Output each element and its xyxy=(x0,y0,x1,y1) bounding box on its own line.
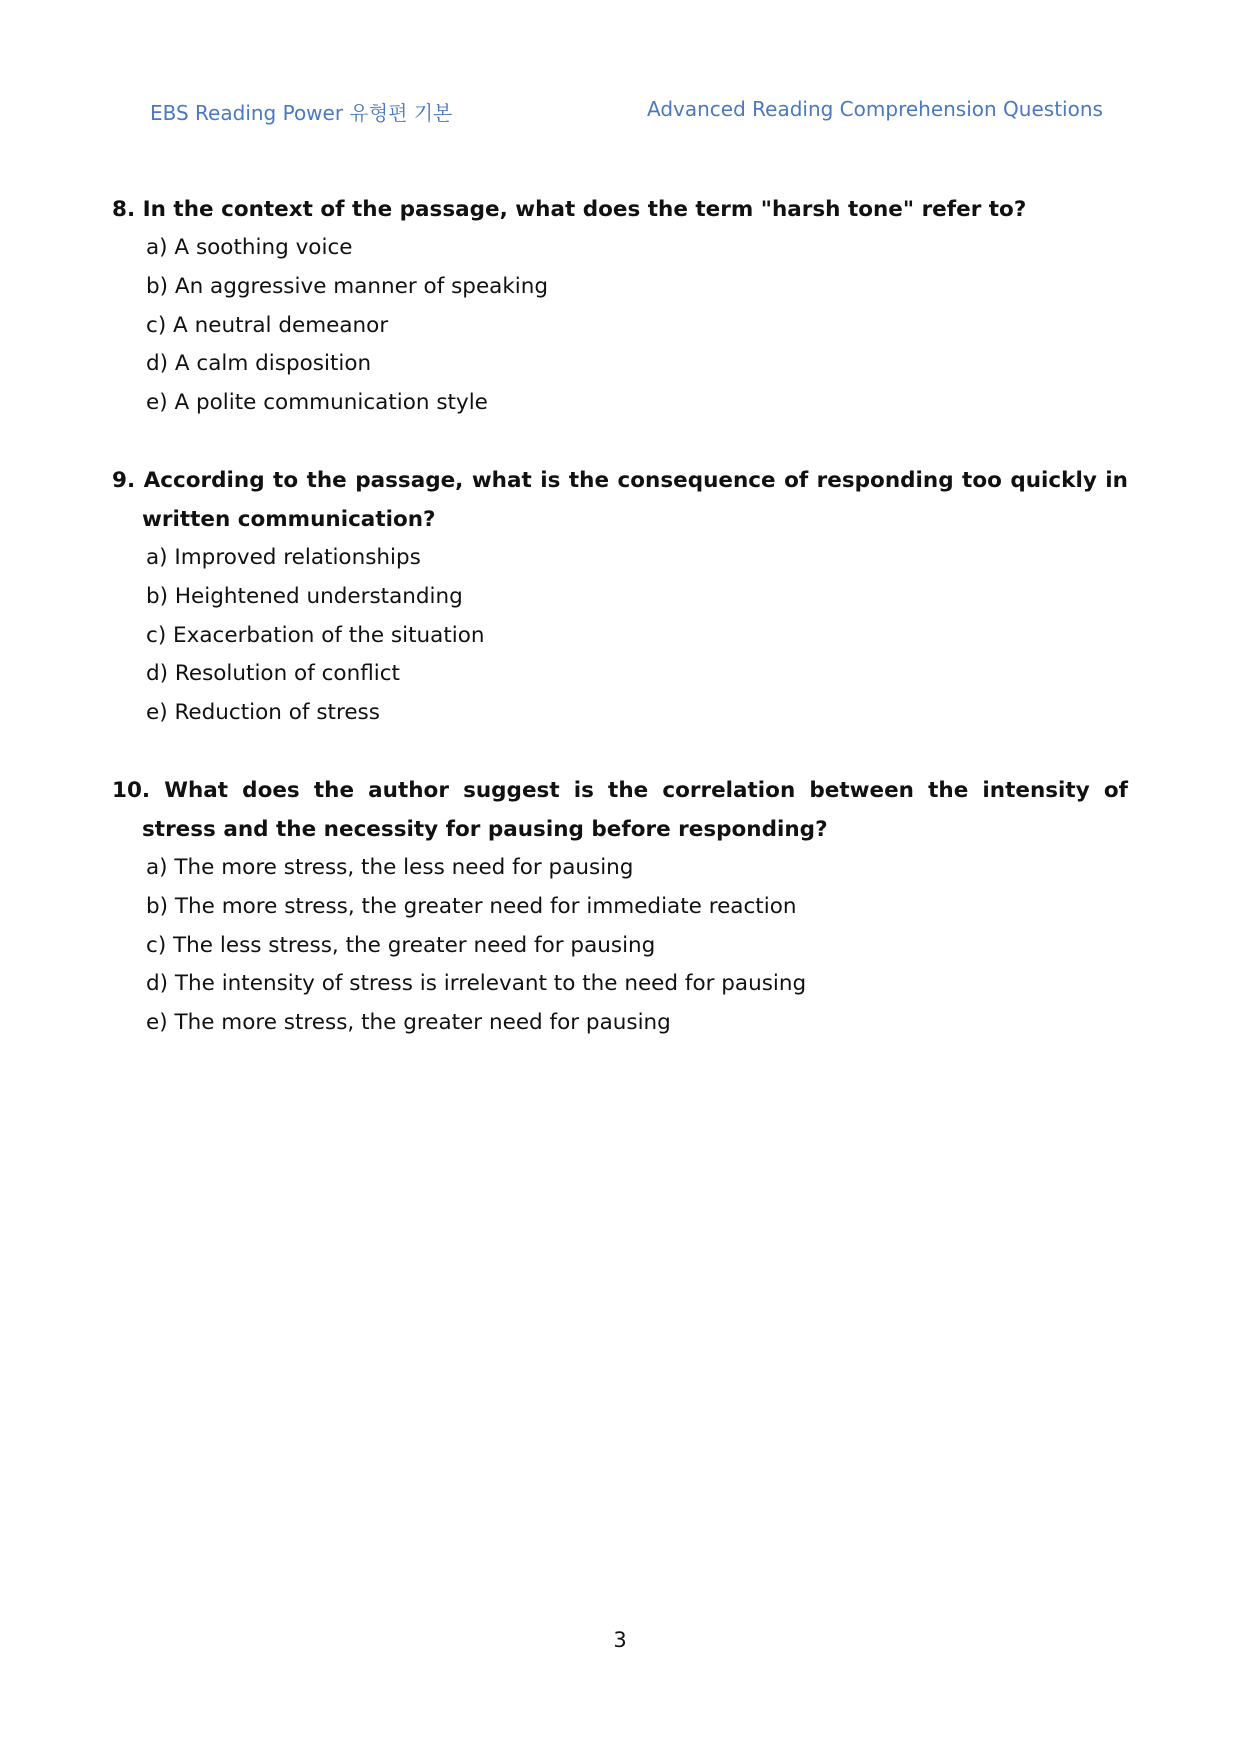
option-list xyxy=(112,849,1128,1043)
question-stem xyxy=(112,771,1128,849)
question-number: 9. xyxy=(112,467,136,493)
header-title-left: EBS Reading Power 유형편 기본 xyxy=(150,101,453,125)
option-d: d) A calm disposition xyxy=(146,351,372,377)
page-header xyxy=(0,97,1240,127)
option-c: c) The less stress, the greater need for pausing xyxy=(146,932,656,958)
question-text: In the context of the passage, what does the term "harsh tone" refer to? xyxy=(142,197,1027,222)
question-text: What does the author suggest is the correlation between the intensity of stress and the necessity for pausing before responding? xyxy=(142,777,1128,842)
page-number: 3 xyxy=(613,1628,627,1652)
option-b: b) An aggressive manner of speaking xyxy=(146,273,549,299)
option-a: a) A soothing voice xyxy=(146,235,353,260)
option-list xyxy=(112,539,1128,733)
option-e: e) Reduction of stress xyxy=(146,700,380,726)
header-title-right: Advanced Reading Comprehension Questions xyxy=(647,97,1103,121)
question-text: According to the passage, what is the consequence of responding too quickly in written communication? xyxy=(142,467,1128,532)
option-c: c) Exacerbation of the situation xyxy=(146,622,485,648)
option-d: d) Resolution of conflict xyxy=(146,661,400,687)
question-number: 8. xyxy=(112,197,136,222)
option-d: d) The intensity of stress is irrelevant to the need for pausing xyxy=(146,971,807,997)
option-a: a) The more stress, the less need for pausing xyxy=(146,854,634,880)
option-a: a) Improved relationships xyxy=(146,544,421,570)
question-stem xyxy=(112,461,1128,539)
question-number: 10. xyxy=(112,777,151,803)
question-list xyxy=(112,190,1128,1081)
question-stem xyxy=(112,190,1128,229)
option-b: b) The more stress, the greater need for immediate reaction xyxy=(146,893,797,919)
option-list xyxy=(112,229,1128,423)
option-b: b) Heightened understanding xyxy=(146,583,463,609)
option-e: e) The more stress, the greater need for pausing xyxy=(146,1010,671,1036)
option-c: c) A neutral demeanor xyxy=(146,312,389,338)
question-10 xyxy=(112,771,1128,1043)
option-e: e) A polite communication style xyxy=(146,390,488,416)
question-8 xyxy=(112,190,1128,423)
question-9 xyxy=(112,461,1128,733)
